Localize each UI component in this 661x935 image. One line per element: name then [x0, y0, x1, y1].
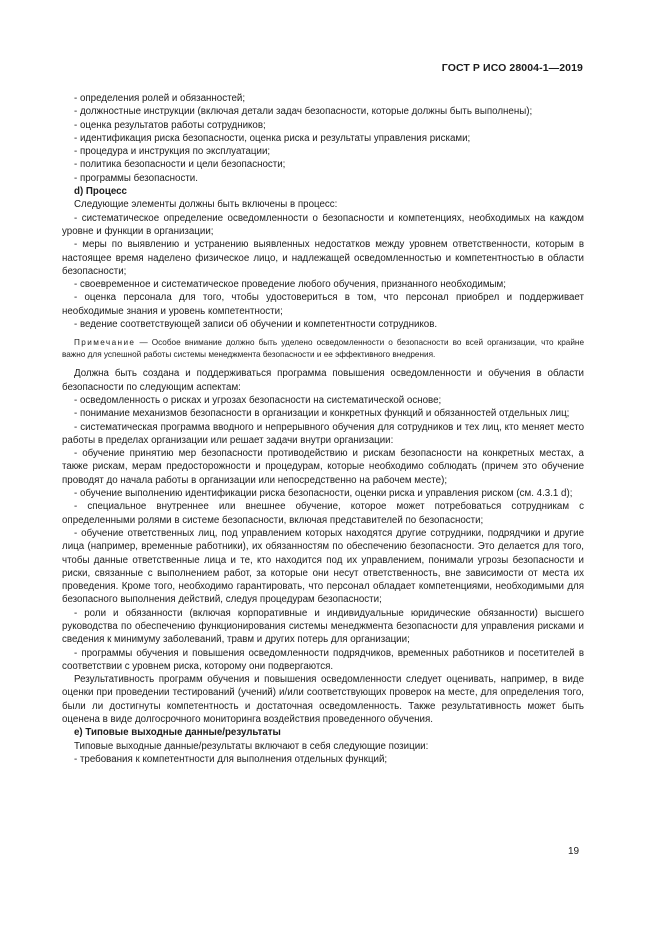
note [62, 337, 584, 361]
paragraph: - своевременное и систематическое проведение любого обучения, признанного необходимым; [74, 279, 506, 291]
paragraph: - определения ролей и обязанностей; [74, 93, 246, 104]
paragraph: - осведомленность о рисках и угрозах безопасности на систематической основе; [74, 394, 442, 406]
paragraph: Должна быть создана и поддерживаться программа повышения осведомленности и обучения в области безопасности по следующим аспектам: [62, 368, 584, 393]
section-heading-d: d) Процесс [74, 186, 127, 198]
paragraph: - программы безопасности. [74, 172, 198, 184]
paragraph: - оценка персонала для того, чтобы удостовериться в том, что персонал приобрел и поддерживает необходимые знания и уровень компетентности; [62, 292, 584, 317]
paragraph: - обучение ответственных лиц, под управлением которых находятся другие сотрудники, подрядчики и другие лица (например, временные работники), их обязанностям по обеспечению безопасности. Это делается для того, чтобы данные ответственные лица и те, кто находится под их управлением, понимали угрозы безопасности и риски, связанные с выполнением работ, за которые они несут ответственность, вне зависимости от места их проведения. Кроме того, необходимо гарантировать, что персонал обладает компетенциями, необходимыми для безопасного выполнения действий, следуя процедурам безопасности; [62, 527, 584, 606]
paragraph: - идентификация риска безопасности, оценка риска и результаты управления рисками; [74, 132, 471, 144]
paragraph: - систематическая программа вводного и непрерывного обучения для сотрудников и тех лиц, кто меняет место работы в пределах организации или решает задачи внутри организации: [62, 421, 584, 446]
paragraph: - понимание механизмов безопасности в организации и конкретных функций и обязанностей отдельных лиц; [74, 408, 570, 420]
document-body [62, 92, 584, 766]
document-header: ГОСТ Р ИСО 28004-1—2019 [441, 62, 583, 74]
paragraph: - ведение соответствующей записи об обучении и компетентности сотрудников. [74, 319, 438, 331]
paragraph: - обучение принятию мер безопасности противодействию и рискам безопасности на конкретных местах, а также рискам, мерам предосторожности и процедурам, которые необходимо соблюдать (причем это обучение проводят до начала работы в организации или непосредственно на рабочем месте); [62, 448, 584, 486]
paragraph: - оценка результатов работы сотрудников; [74, 119, 266, 131]
paragraph: - требования к компетентности для выполнения отдельных функций; [74, 753, 388, 765]
page-number: 19 [568, 846, 580, 857]
paragraph: - политика безопасности и цели безопасности; [74, 159, 286, 171]
paragraph: - систематическое определение осведомленности о безопасности и компетенциях, необходимых на каждом уровне и функции в организации; [62, 212, 584, 237]
paragraph: - обучение выполнению идентификации риска безопасности, оценки риска и управления риском (см. 4.3.1 d); [74, 488, 573, 500]
paragraph: - меры по выявлению и устранению выявленных недостатков между уровнем ответственности, которым в настоящее время наделено физическое лицо, и надлежащей осведомленностью и компетентностью в области безопасности; [62, 239, 584, 277]
paragraph: - должностные инструкции (включая детали задач безопасности, которые должны быть выполнены); [74, 106, 533, 118]
section-heading-e: e) Типовые выходные данные/результаты [74, 727, 281, 739]
paragraph: - процедура и инструкция по эксплуатации; [74, 146, 271, 158]
paragraph: Результативность программ обучения и повышения осведомленности следует оценивать, например, в виде оценки при проведении тестирований (учений) и/или соответствующих проверок на месте, для определения того, были ли достигнуты компетентность и достаточная осведомленность. Также результативность может быть оценена в виде долгосрочного мониторинга воздействия проведенного обучения. [62, 674, 584, 726]
paragraph: Типовые выходные данные/результаты включают в себя следующие позиции: [74, 740, 429, 752]
paragraph: - программы обучения и повышения осведомленности подрядчиков, временных работников и посетителей в соответствии с уровнем риска, которому они подвергаются. [62, 647, 584, 672]
paragraph: Следующие элементы должны быть включены в процесс: [74, 199, 338, 211]
note-label: Примечание [74, 338, 136, 348]
note-text: — Особое внимание должно быть уделено осведомленности о безопасности во всей организации, что крайне важно для успешной работы системы менеджмента безопасности и ее эффективного внедрения. [62, 338, 585, 360]
paragraph: - роли и обязанности (включая корпоративные и индивидуальные юридические обязанности) высшего руководства по обеспечению функционирования системы менеджмента безопасности для управления рисками и сведения к минимуму заболеваний, травм и других потерь для организации; [62, 607, 584, 646]
paragraph: - специальное внутреннее или внешнее обучение, которое может потребоваться сотрудникам с определенными ролями в системе безопасности, включая представителей по безопасности; [62, 501, 584, 526]
